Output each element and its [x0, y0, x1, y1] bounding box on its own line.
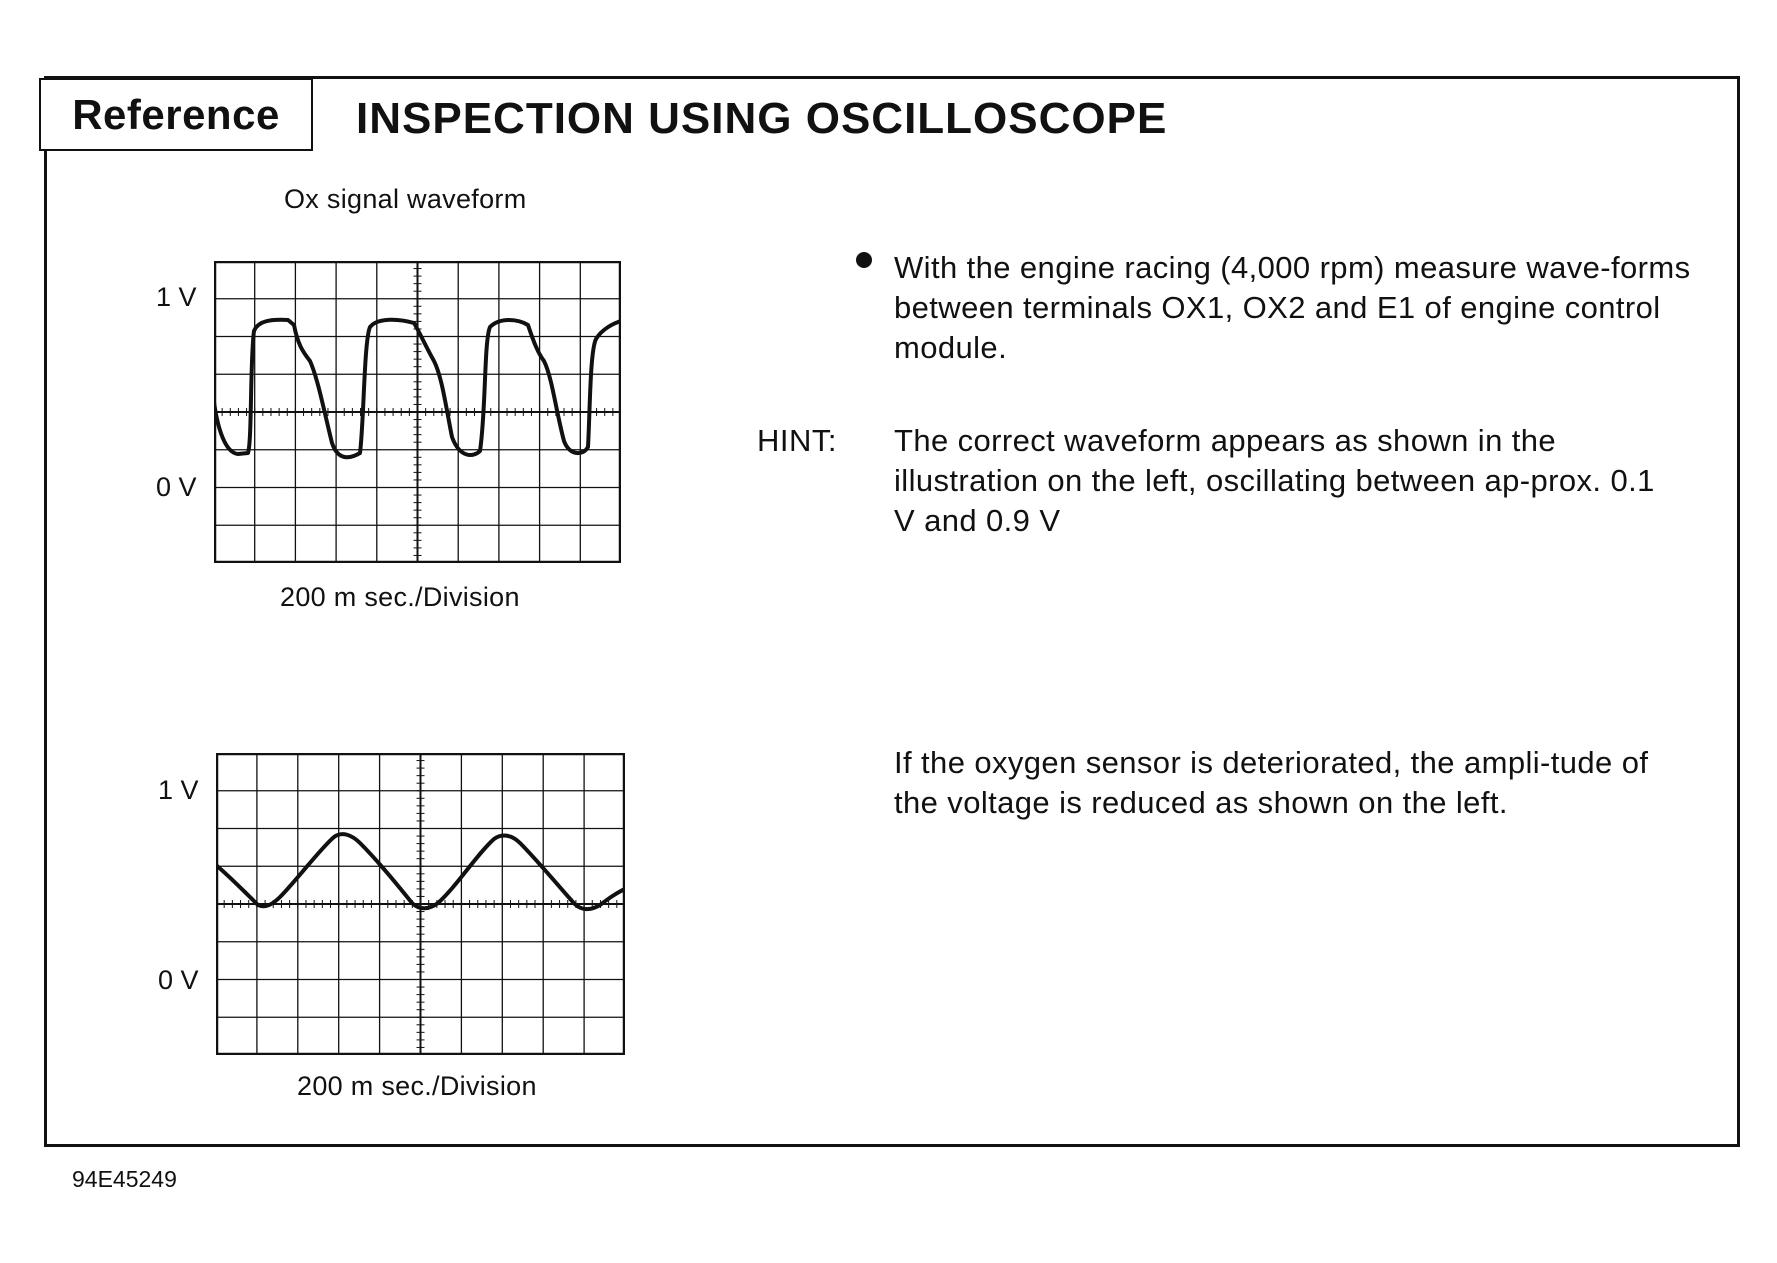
hint-text: The correct waveform appears as shown in the illustration on the left, oscillating between ap-prox. 0.1 V and 0.9 V — [894, 423, 1655, 538]
figure-id: 94E45249 — [72, 1166, 177, 1192]
figure1-timebase: 200 m sec./Division — [280, 582, 520, 612]
figure1-title: Ox signal waveform — [284, 184, 527, 214]
page-title: INSPECTION USING OSCILLOSCOPE — [356, 94, 1168, 143]
bullet-instruction: With the engine racing (4,000 rpm) measure wave-forms between terminals OX1, OX2 and E1 of engine control module. — [894, 250, 1691, 365]
figure2-timebase: 200 m sec./Division — [297, 1071, 537, 1101]
figure1-1v-label: 1 V — [156, 282, 197, 312]
deteriorated-note: If the oxygen sensor is deteriorated, the ampli-tude of the voltage is reduced as shown on the left. — [894, 745, 1649, 820]
figure2-0v-label: 0 V — [158, 965, 199, 995]
figure1-0v-label: 0 V — [156, 472, 197, 502]
figure2-1v-label: 1 V — [158, 775, 199, 805]
hint-label: HINT: — [757, 423, 837, 458]
reference-tag: Reference — [39, 78, 313, 151]
figure2-oscilloscope-screen — [216, 753, 625, 1055]
figure1-oscilloscope-screen — [214, 261, 621, 563]
bullet-dot — [856, 252, 872, 268]
